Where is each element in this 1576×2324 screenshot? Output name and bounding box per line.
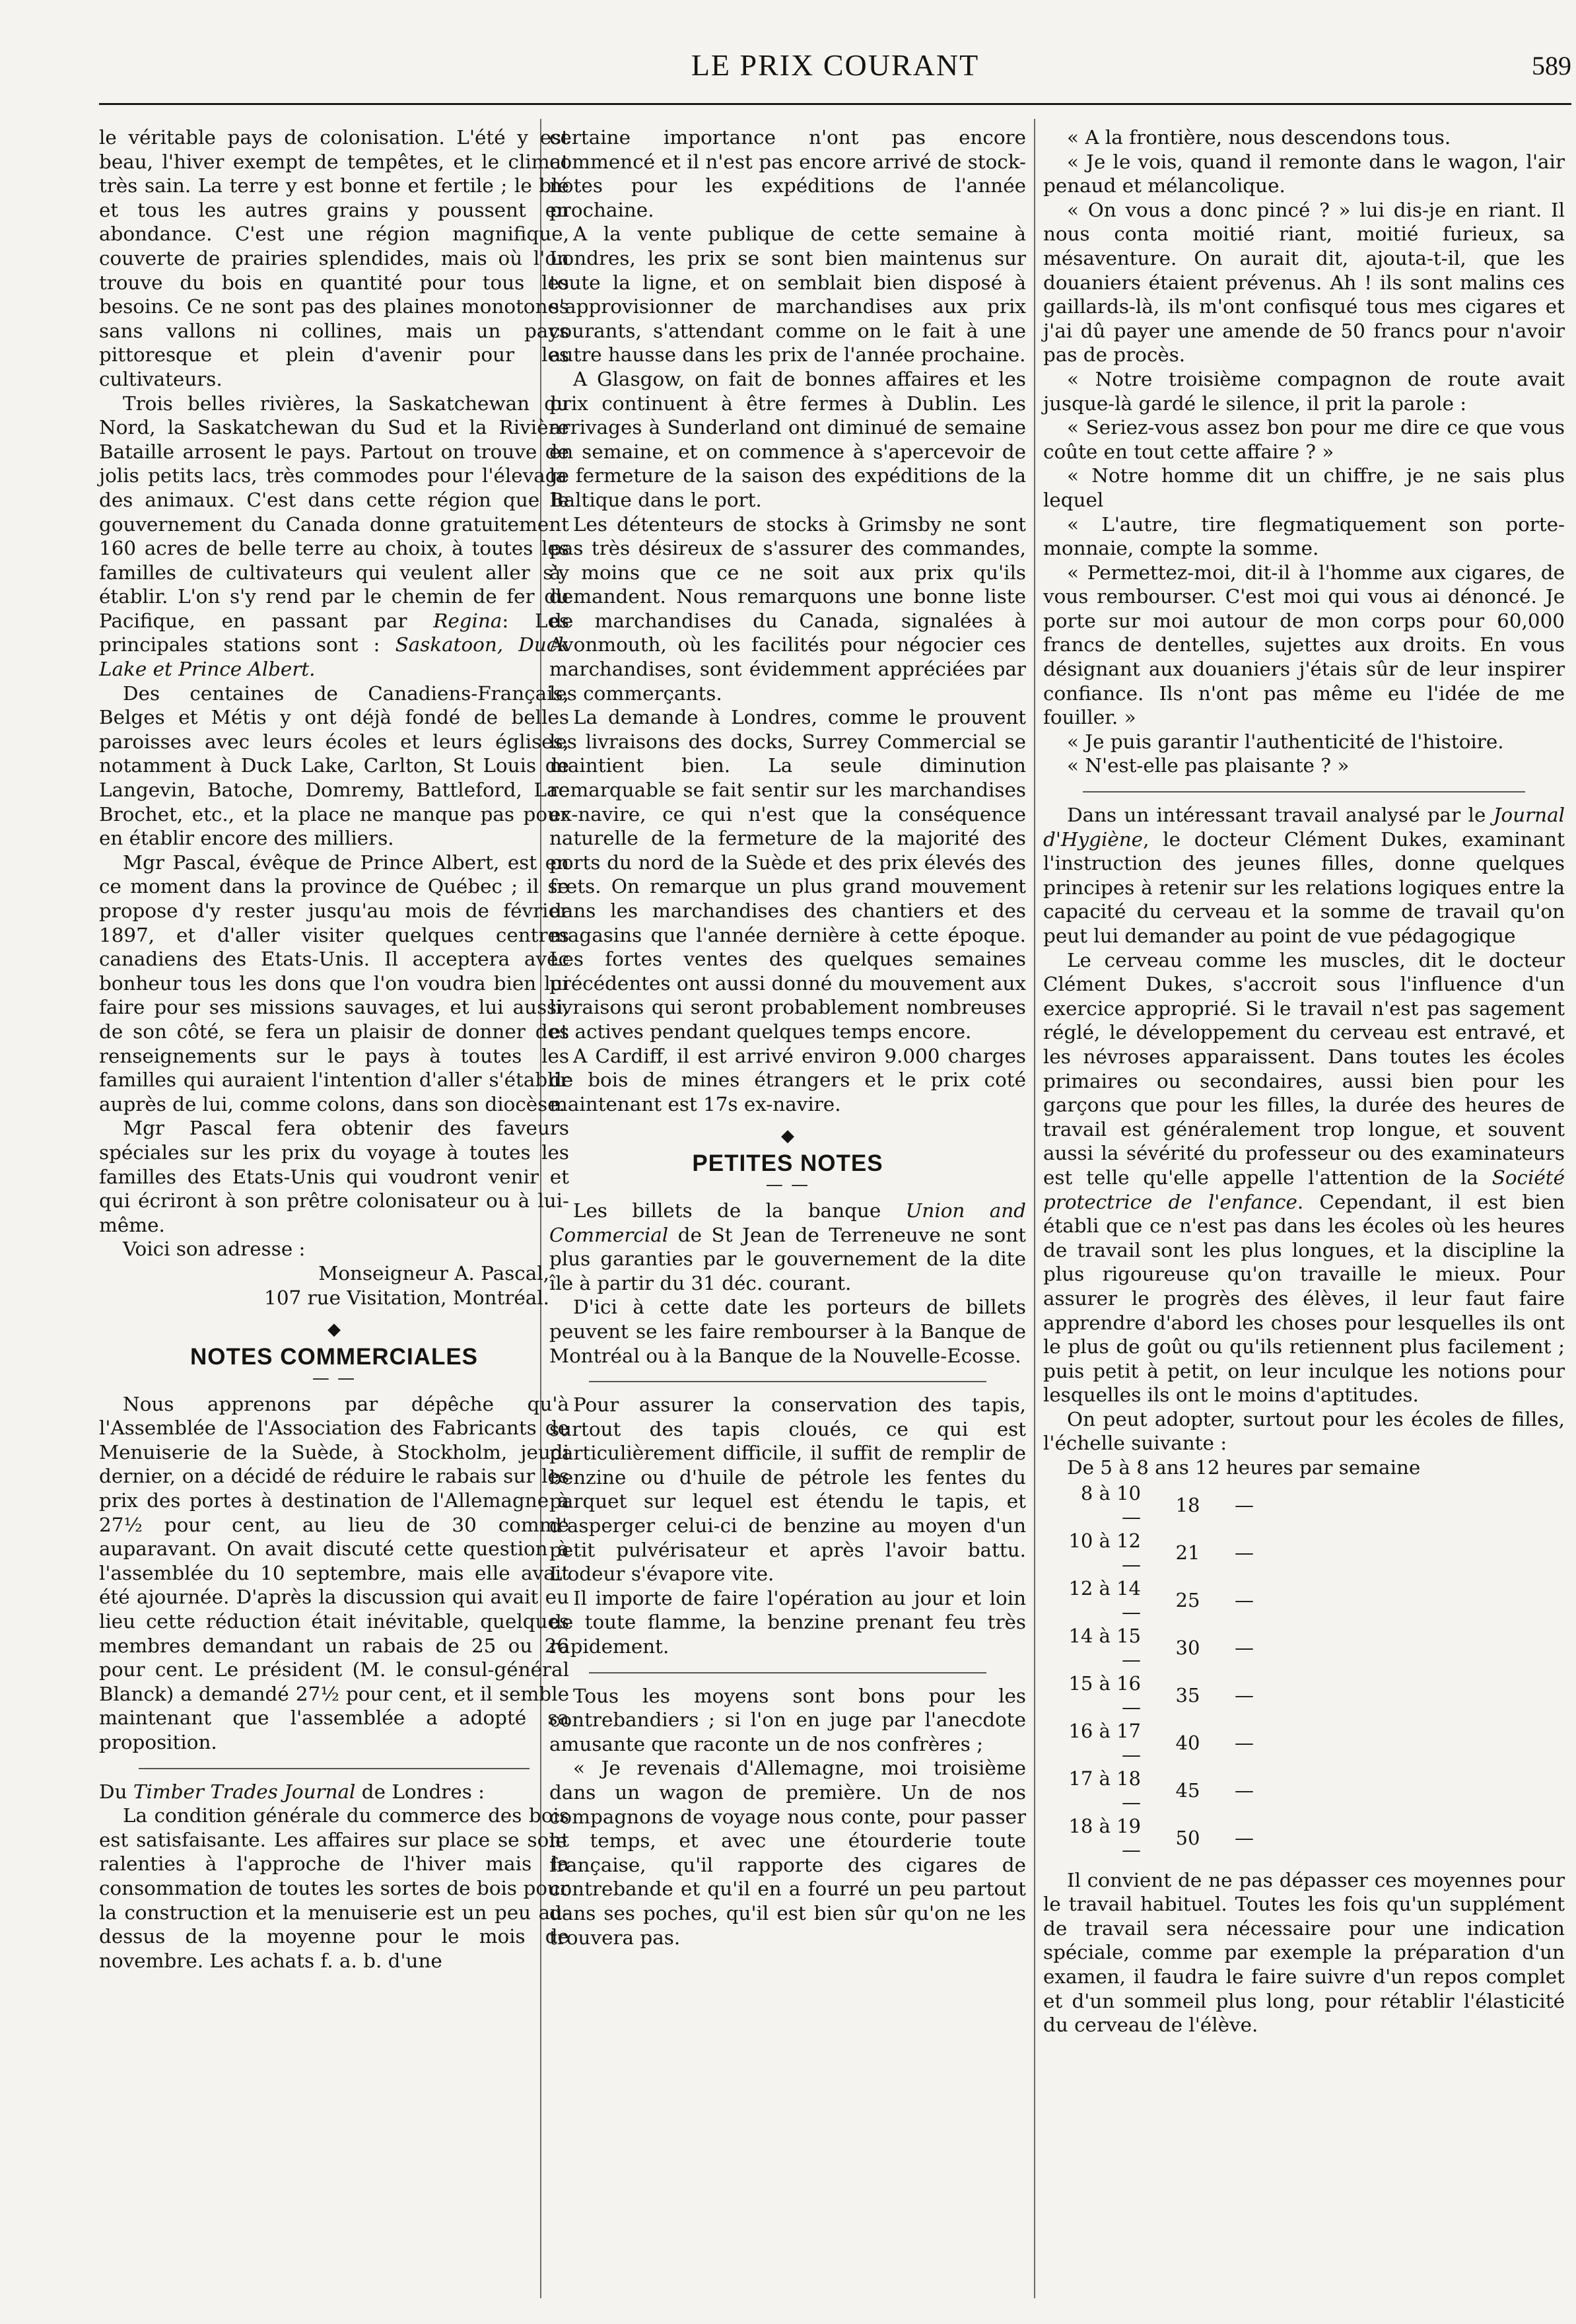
paragraph: A Cardiff, il est arrivé environ 9.000 charges de bois de mines étrangers et le prix coté maintenant est 17s ex-navire. — [549, 1044, 1026, 1115]
schedule-cell-dash: — — [1235, 1683, 1254, 1707]
paragraph: D'ici à cette date les porteurs de billets peuvent se les faire rembourser à la Banque de Montréal ou à la Banque de la Nouvelle-Ecosse. — [549, 1296, 1026, 1367]
paragraph: « Notre troisième compagnon de route avait jusque-là gardé le silence, il prit la parole : — [1043, 367, 1565, 415]
paragraph: « A la frontière, nous descendons tous. — [1067, 126, 1451, 149]
paragraph — [1043, 948, 1565, 1407]
schedule-row — [1056, 1767, 1313, 1814]
schedule-cell-dash: — — [1235, 1731, 1254, 1754]
column-divider-2 — [1034, 119, 1035, 2298]
paragraph: Les détenteurs de stocks à Grimsby ne sont pas très désireux de s'assurer des commandes, à moins que ce ne soit aux prix qu'ils demandent. Nous remarquons une bonne liste de marchandises du Canada, signalées à Avonmouth, où les facilités pour négocier ces marchandises, sont évidemment appréciées par les commerçants. — [549, 512, 1026, 705]
column-2 — [549, 125, 1026, 1950]
separator-rule — [589, 1672, 986, 1673]
page-header — [99, 48, 1571, 94]
text-italic: Regina — [433, 609, 502, 632]
text: : Les principales stations sont : — [99, 609, 569, 656]
schedule-cell-dash: — — [1235, 1778, 1254, 1802]
ornament-diamond: ◆ — [327, 1320, 341, 1340]
paragraph: « L'autre, tire flegmatiquement son porte-monnaie, compte la somme. — [1043, 512, 1565, 560]
schedule-table — [1056, 1481, 1313, 1862]
paragraph — [549, 1199, 1026, 1295]
separator-rule — [589, 1381, 986, 1382]
text: . Cependant, il est bien établi que ce n'est pas dans les écoles où les heures de travail sont les plus longues, et la discipline la plus rigoureuse qu'on travaille le mieux. Pour assurer le progrès des élèves, il leur faut faire apprendre d'abord les choses pour lesquelles ils ont le plus de goût ou qu'ils retiennent plus facilement ; puis petit à petit, on leur inculque les notions pour lesquelles ils ont le moins d'aptitudes. — [1043, 1190, 1565, 1407]
paragraph: « Je le vois, quand il remonte dans le wagon, l'air penaud et mélancolique. — [1043, 150, 1565, 197]
paragraph: « Je puis garantir l'authenticité de l'histoire. — [1067, 730, 1504, 753]
paragraph: La demande à Londres, comme le prouvent les livraisons des docks, Surrey Commercial se maintient bien. La seule diminution remarquable se fait sentir sur les marchandises ex-navire, ce qui n'est que la conséquence naturelle de la fermeture de la majorité des ports du nord de la Suède et des prix élevés des frets. On remarque un plus grand mouvement dans les marchandises des chantiers et des magasins que l'année dernière à cette époque. Les fortes ventes des quelques semaines précédentes ont aussi donné du mouvement aux livraisons qui seront probablement nombreuses et actives pendant quelques temps encore. — [549, 706, 1026, 1043]
schedule-row — [1056, 1814, 1313, 1862]
schedule-cell-hours: 21 — [1175, 1541, 1200, 1564]
schedule-cell-range: 8 à 10 — — [1080, 1481, 1141, 1528]
paragraph: le véritable pays de colonisation. L'été y est beau, l'hiver exempt de tempêtes, et le climat très sain. La terre y est bonne et fertile ; le blé et tous les autres grains y poussent en abondance. C'est une région magnifique, couverte de prairies splendides, mais où l'on trouve du bois en quantité pour tous les besoins. Ce ne sont pas des plaines monotones sans vallons ni collines, mais un pays pittoresque et plein d'avenir pour les cultivateurs. — [99, 126, 569, 390]
paragraph — [99, 392, 569, 682]
schedule-cell-dash: — — [1235, 1588, 1254, 1611]
paragraph: certaine importance n'ont pas encore commencé et il n'est pas encore arrivé de stock-notes pour les expéditions de l'année prochaine. — [549, 126, 1026, 221]
paragraph: « On vous a donc pincé ? » lui dis-je en riant. Il nous conta moitié riant, moitié furieux, sa mésaventure. On aurait dit, ajouta-t-il, que les douaniers étaient prévenus. Ah ! ils sont malins ces gaillards-là, ils m'ont confisqué tous mes cigares et j'ai dû payer une amende de 50 francs pour n'avoir pas de procès. — [1043, 198, 1565, 367]
schedule-cell-hours: 40 — [1175, 1731, 1200, 1754]
header-rule — [99, 103, 1571, 105]
schedule-cell-range: 17 à 18 — — [1068, 1767, 1141, 1813]
paragraph: Nous apprenons par dépêche qu'à l'Assemblée de l'Association des Fabricants de Menuiserie de la Suède, à Stockholm, jeudi dernier, on a décidé de réduire le rabais sur les prix des portes à destination de l'Allemagne à 27½ pour cent, au lieu de 30 comme auparavant. On avait discuté cette question à l'assemblée du 10 septembre, mais elle avait été ajournée. D'après la discussion qui avait eu lieu cette réduction était inévitable, quelques membres demandant un rabais de 25 ou 26 pour cent. Le président (M. le consul-général Blanck) a demandé 27½ pour cent, et il semble maintenant que l'assemblée a adopté sa proposition. — [99, 1392, 569, 1753]
ornament-dash: — — — [312, 1368, 357, 1388]
schedule-cell-hours: 35 — [1175, 1683, 1200, 1707]
text-italic: Union and Commercial — [549, 1199, 1026, 1246]
column-1 — [99, 125, 569, 1973]
schedule-cell-dash: — — [1235, 1541, 1254, 1564]
schedule-cell-range: 18 à 19 — — [1068, 1814, 1141, 1861]
schedule-cell-dash: — — [1235, 1826, 1254, 1849]
text: Les billets de la banque — [573, 1199, 906, 1222]
section-heading: PETITES NOTES — [692, 1150, 883, 1177]
text: , le docteur Clément Dukes, examinant l'instruction des jeunes filles, donne quelques principes à retenir sur les relations logiques entre la capacité du cerveau et la somme de travail qu'on peut lui demander au point de vue pédagogique — [1043, 827, 1565, 947]
paragraph: « Notre homme dit un chiffre, je ne sais plus lequel — [1043, 464, 1565, 511]
text-italic: Saskatoon, Duck Lake et Prince Albert. — [99, 633, 570, 681]
schedule-cell-hours: 45 — [1175, 1778, 1200, 1802]
separator-rule — [1083, 791, 1525, 792]
column-3 — [1043, 125, 1565, 2037]
schedule-cell-hours: 50 — [1175, 1826, 1200, 1849]
schedule-header: De 5 à 8 ans 12 heures par semaine — [1067, 1456, 1421, 1479]
paragraph: Pour assurer la conservation des tapis, surtout des tapis cloués, ce qui est particulièrement difficile, il suffit de remplir de benzine ou d'huile de pétrole les fentes du parquet sur lequel est étendu le tapis, et d'asperger celui-ci de benzine au moyen d'un petit pulvérisateur et après l'avoir battu. L'odeur s'évapore vite. — [549, 1393, 1026, 1586]
paragraph — [1043, 803, 1565, 948]
paragraph: Des centaines de Canadiens-Français, Belges et Métis y ont déjà fondé de belles paroisses avec leurs écoles et leurs églises, notamment à Duck Lake, Carlton, St Louis de Langevin, Batoche, Domremy, Battleford, Lac Brochet, etc., et la place ne manque pas pour en établir encore des milliers. — [99, 682, 569, 850]
paragraph: A la vente publique de cette semaine à Londres, les prix se sont bien maintenus sur toute la ligne, et on semblait bien disposé à s'approvisionner de marchandises aux prix courants, s'attendant comme on le fait à une autre hausse dans les prix de l'année prochaine. — [549, 223, 1026, 367]
text: Dans un intéressant travail analysé par le — [1067, 804, 1493, 827]
separator-rule — [139, 1768, 530, 1769]
paragraph: Il convient de ne pas dépasser ces moyennes pour le travail habituel. Toutes les fois qu'un supplément de travail sera nécessaire pour une indication spéciale, comme par exemple la préparation d'un examen, il faudra le faire suivre d'un repos complet et d'un sommeil plus long, pour rétablir l'élasticité du cerveau de l'élève. — [1043, 1868, 1565, 2037]
journal-title: LE PRIX COURANT — [691, 48, 980, 82]
paragraph: A Glasgow, on fait de bonnes affaires et les prix continuent à être fermes à Dublin. Les arrivages à Sunderland ont diminué de semaine en semaine, et on commence à s'apercevoir de la fermeture de la saison des expéditions de la Baltique dans le port. — [549, 367, 1026, 511]
text: de Londres : — [355, 1780, 485, 1803]
schedule-cell-range: 12 à 14 — — [1068, 1576, 1141, 1623]
schedule-row — [1056, 1576, 1313, 1624]
paragraph: Mgr Pascal, évêque de Prince Albert, est en ce moment dans la province de Québec ; il se propose d'y rester jusqu'au mois de février 1897, et d'aller visiter quelques centres canadiens des Etats-Unis. Il acceptera avec bonheur tous les dons que l'on voudra bien lui faire pour ses missions sauvages, et lui aussi, de son côté, se fera un plaisir de donner des renseignements sur le pays à toutes les familles qui auraient l'intention d'aller s'établir auprès de lui, comme colons, dans son diocèse. — [99, 851, 569, 1115]
schedule-cell-hours: 30 — [1175, 1636, 1200, 1659]
paragraph: Tous les moyens sont bons pour les contrebandiers ; si l'on en juge par l'anecdote amusante que raconte un de nos confrères ; — [549, 1684, 1026, 1755]
schedule-cell-hours: 25 — [1175, 1588, 1200, 1611]
schedule-cell-dash: — — [1235, 1493, 1254, 1516]
paragraph: La condition générale du commerce des bois est satisfaisante. Les affaires sur place se sont ralenties à l'approche de l'hiver mais la consommation de toutes les sortes de bois pour la construction et la menuiserie est un peu au-dessus de la moyenne pour le mois de novembre. Les achats f. a. b. d'une — [99, 1804, 569, 1972]
paragraph: On peut adopter, surtout pour les écoles de filles, l'échelle suivante : — [1043, 1407, 1565, 1455]
paragraph: Voici son adresse : — [123, 1238, 306, 1261]
text-italic: Timber Trades Journal — [133, 1780, 356, 1803]
text: Le cerveau comme les muscles, dit le docteur Clément Dukes, s'accroit sous l'influence d'un exercice approprié. Si le travail n'est pas sagement réglé, le développement du cerveau est entravé, et les névroses apparaissent. Dans toutes les écoles primaires ou secondaires, aussi bien pour les garçons que pour les filles, la durée des heures de travail est généralement trop longue, et souvent aussi la sévérité du professeur ou des examinateurs est telle qu'elle appelle l'attention de la — [1043, 948, 1565, 1189]
text: de St Jean de Terreneuve ne sont plus garanties par le gouvernement de la dite île à partir du 31 déc. courant. — [549, 1223, 1026, 1294]
paragraph: « Seriez-vous assez bon pour me dire ce que vous coûte en tout cette affaire ? » — [1043, 416, 1565, 463]
ornament-dash: — — — [765, 1174, 810, 1195]
address-line: Monseigneur A. Pascal, — [318, 1261, 549, 1285]
schedule-cell-range: 16 à 17 — — [1068, 1719, 1141, 1766]
schedule-row — [1056, 1624, 1313, 1672]
text: Trois belles rivières, la Saskatchewan du Nord, la Saskatchewan du Sud et la Rivière Bataille arrosent le pays. Partout on trouve de jolis petits lacs, très commodes pour l'élevage des animaux. C'est dans cette région que le gouvernement du Canada donne gratuitement 160 acres de belle terre au choix, à toutes les familles de cultivateurs qui veulent aller s'y établir. L'on s'y rend par le chemin de fer du Pacifique, en passant par — [99, 392, 569, 632]
paragraph: « Permettez-moi, dit-il à l'homme aux cigares, de vous rembourser. C'est moi qui vous ai dénoncé. Je porte sur moi autour de mon corps pour 60,000 francs de dentelles, sujettes aux droits. En vous désignant aux douaniers j'étais sûr de leur inspirer confiance. Ils n'ont pas même eu l'idée de me fouiller. » — [1043, 561, 1565, 729]
paragraph: Il importe de faire l'opération au jour et loin de toute flamme, la benzine prenant feu très rapidement. — [549, 1586, 1026, 1658]
text-italic: Journal d'Hygiène — [1043, 804, 1565, 851]
text-italic: Société protectrice de l'enfance — [1043, 1166, 1565, 1213]
text: Du — [99, 1780, 133, 1803]
schedule-row — [1056, 1529, 1313, 1576]
page-number: 589 — [1532, 51, 1571, 81]
schedule-row — [1056, 1719, 1313, 1767]
schedule-cell-range: 10 à 12 — — [1068, 1529, 1141, 1576]
ornament-diamond: ◆ — [781, 1126, 794, 1146]
paragraph: « N'est-elle pas plaisante ? » — [1067, 754, 1350, 777]
paragraph: « Je revenais d'Allemagne, moi troisième dans un wagon de première. Un de nos compagnons de voyage nous conte, pour passer le temps, et avec une étourderie toute française, qu'il rapporte des cigares de contrebande et qu'il en a fourré un peu partout dans ses poches, qu'il est bien sûr qu'on ne les trouvera pas. — [549, 1757, 1026, 1949]
section-heading: NOTES COMMERCIALES — [189, 1344, 479, 1370]
schedule-cell-dash: — — [1235, 1636, 1254, 1659]
paragraph: Mgr Pascal fera obtenir des faveurs spéciales sur les prix du voyage à toutes les familles des Etats-Unis qui voudront venir et qui écriront à son prêtre colonisateur ou à lui-même. — [99, 1117, 569, 1236]
schedule-row — [1056, 1481, 1313, 1529]
schedule-cell-hours: 18 — [1175, 1493, 1200, 1516]
address-line: 107 rue Visitation, Montréal. — [264, 1286, 549, 1309]
schedule-row — [1056, 1672, 1313, 1719]
schedule-cell-range: 14 à 15 — — [1068, 1624, 1141, 1671]
schedule-cell-range: 15 à 16 — — [1068, 1672, 1141, 1718]
paragraph — [99, 1780, 569, 1804]
